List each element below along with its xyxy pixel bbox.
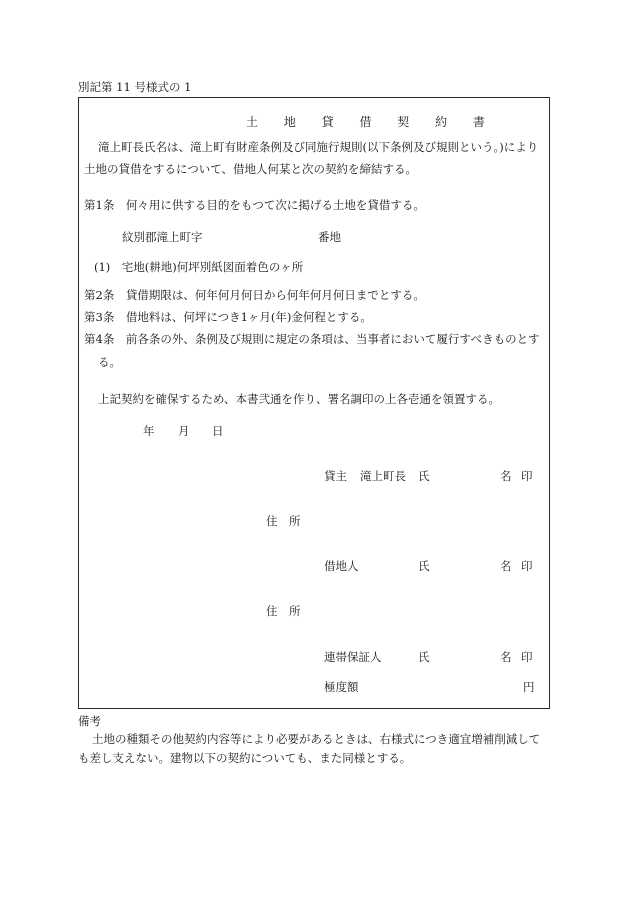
guarantor-seal: 印 [521,650,533,664]
document-title: 土 地 貸 借 契 約 書 [246,115,496,129]
item-1: (1) 宅地(耕地)何坪別紙図面着色のヶ所 [94,260,304,274]
closing-clause: 上記契約を確保するため、本書弐通を作り、署名調印の上各壱通を領置する。 [98,392,501,406]
remarks-line-2: も差し支えない。建物以下の契約についても、また同様とする。 [78,751,412,765]
date-day: 日 [212,424,224,438]
lessor-role: 貸主 [324,469,347,483]
lessor-seal: 印 [521,469,533,483]
article-4-line-1: 第4条 前各条の外、条例及び規則に規定の条項は、当事者において履行すべきものとす [84,332,540,346]
remarks-line-1: 土地の種類その他契約内容等により必要があるときは、右様式につき適宜増補削減して [92,732,541,746]
article-2: 第2条 貸借期限は、何年何月何日から何年何月何日までとする。 [84,288,425,302]
guarantor-shi: 氏 [418,650,430,664]
land-address: 紋別郡滝上町字 [122,230,203,244]
lessee-seal: 印 [521,559,533,573]
remarks-heading: 備考 [78,714,101,728]
preamble-line-2: 土地の貸借をするについて、借地人何某と次の契約を締結する。 [84,162,418,176]
limit-label: 極度額 [324,680,359,694]
lessor-entity: 滝上町長 [360,469,406,483]
preamble-line-1: 滝上町長氏名は、滝上町有財産条例及び同施行規則(以下条例及び規則という。)により [98,140,539,154]
form-label: 別記第 11 号様式の 1 [78,80,192,94]
lessor-mei: 名 [500,469,512,483]
guarantor-role: 連帯保証人 [324,650,382,664]
date-year: 年 [143,424,155,438]
article-3: 第3条 借地料は、何坪につき1ヶ月(年)金何程とする。 [84,310,372,324]
lessee-address-label: 住 所 [266,514,301,528]
lessee-shi: 氏 [418,559,430,573]
date-month: 月 [178,424,190,438]
limit-unit: 円 [523,680,535,694]
lessee-mei: 名 [500,559,512,573]
article-1: 第1条 何々用に供する目的をもつて次に掲げる土地を貸借する。 [84,198,425,212]
guarantor-mei: 名 [500,650,512,664]
article-4-line-2: る。 [98,355,121,369]
lessee-role: 借地人 [324,559,359,573]
land-banchi: 番地 [318,230,341,244]
guarantor-address-label: 住 所 [266,604,301,618]
lessor-shi: 氏 [418,469,430,483]
